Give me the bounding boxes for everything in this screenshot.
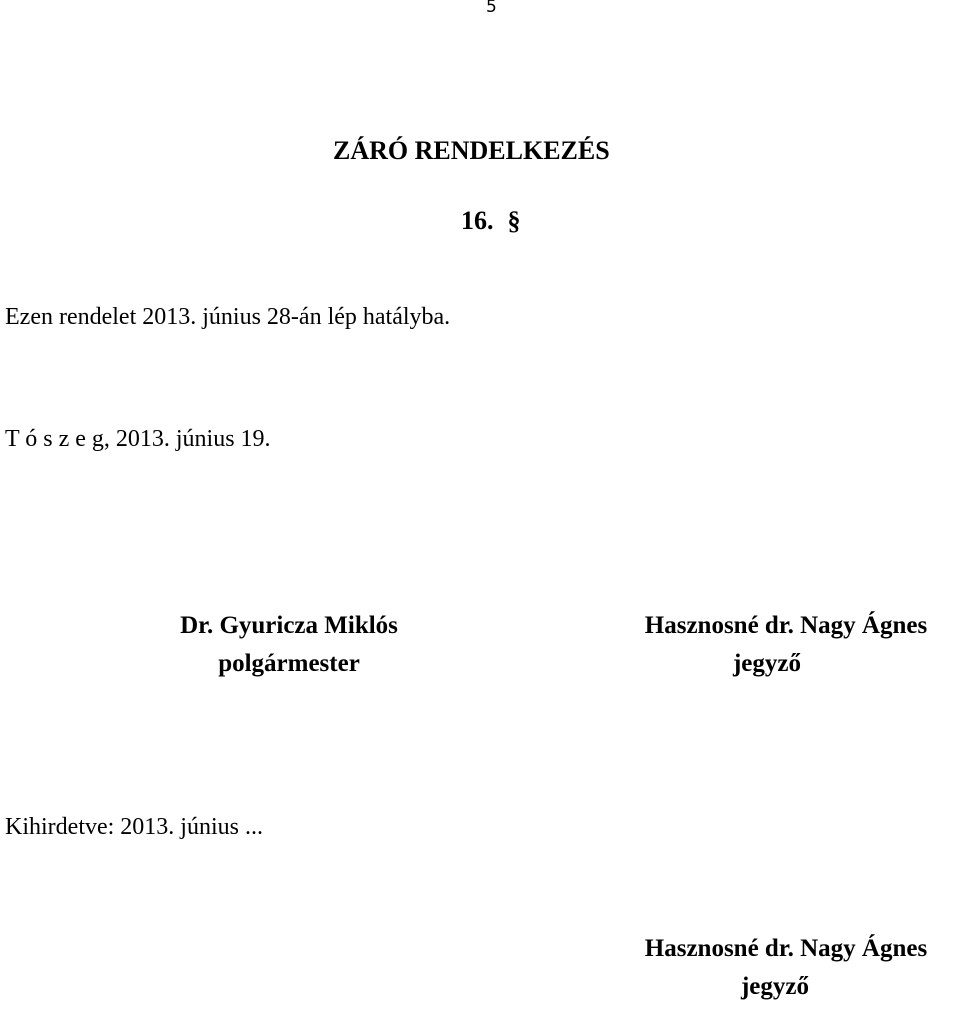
final-signature-name: Hasznosné dr. Nagy Ágnes — [644, 935, 928, 962]
signature-name-notary: Hasznosné dr. Nagy Ágnes — [644, 612, 928, 639]
place-date-line — [5, 426, 271, 453]
signature-title-mayor: polgármester — [218, 650, 360, 677]
signature-name-mayor: Dr. Gyuricza Miklós — [180, 612, 398, 639]
paragraph-number: 16. — [461, 206, 494, 235]
effective-date-text: Ezen rendelet 2013. június 28-án lép hatályba. — [5, 304, 451, 330]
announcement-text: Kihirdetve: 2013. június ... — [5, 814, 263, 840]
final-signature-title: jegyző — [740, 973, 810, 1000]
signature-title-notary: jegyző — [732, 650, 802, 677]
date-text: 2013. június 19. — [115, 426, 271, 452]
section-title: ZÁRÓ RENDELKEZÉS — [333, 136, 610, 165]
page-number: 5 — [486, 0, 497, 17]
paragraph-heading — [461, 206, 521, 236]
paragraph-sign: § — [507, 206, 521, 235]
place-name: T ó s z e g, — [5, 426, 110, 452]
